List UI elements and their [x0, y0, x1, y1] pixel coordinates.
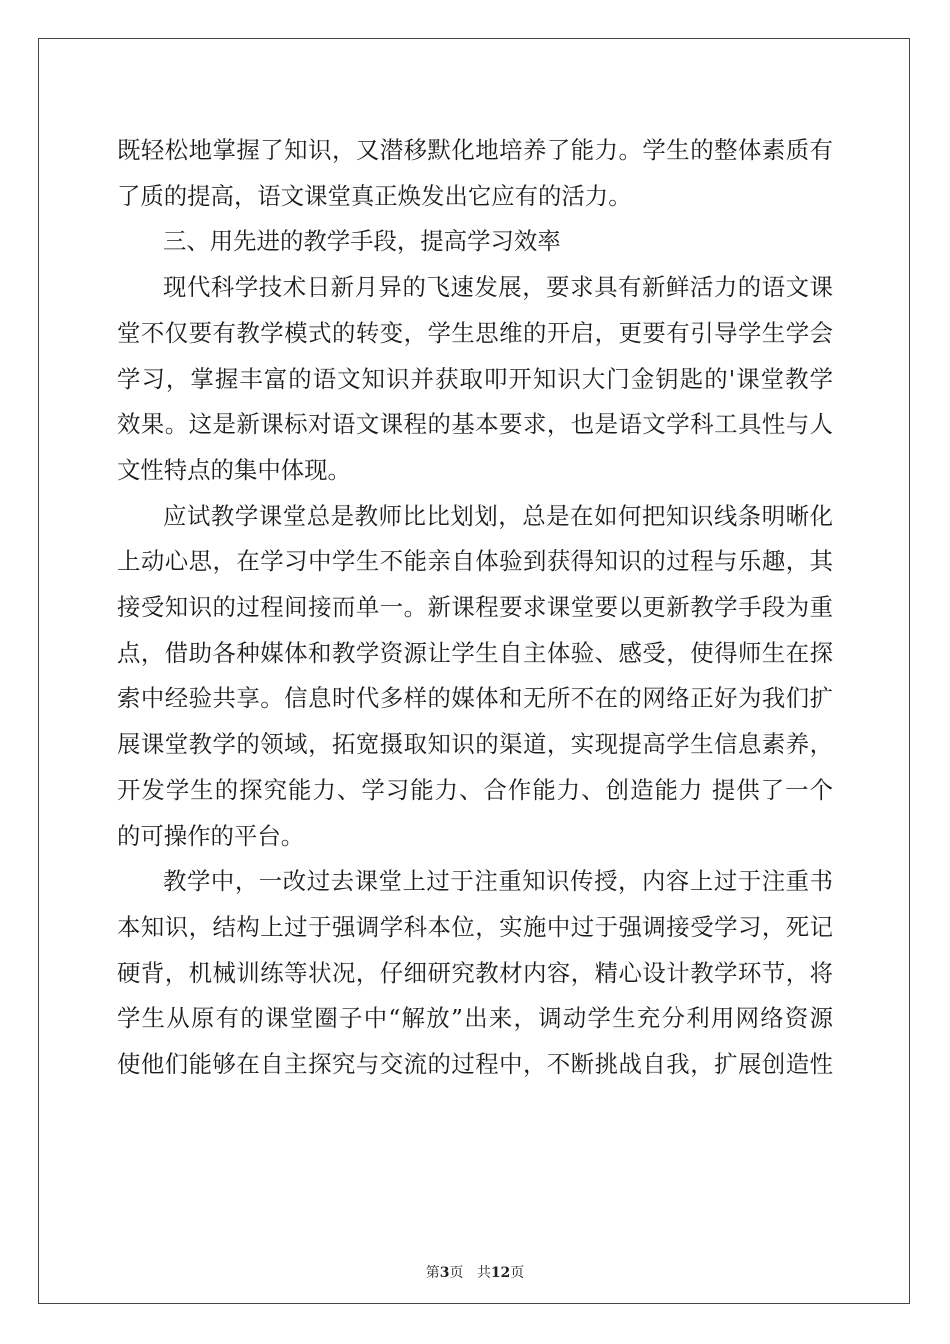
text-line: 效果。这是新课标对语文课程的基本要求，也是语文学科工具性与人	[117, 410, 833, 439]
page-footer	[0, 1262, 950, 1282]
text-line: 的可操作的平台。	[117, 821, 305, 850]
total-page-count: 12	[490, 1265, 511, 1281]
text-line: 使他们能够在自主探究与交流的过程中，不断挑战自我，扩展创造性	[117, 1050, 833, 1079]
text-line: 堂不仅要有教学模式的转变，学生思维的开启，更要有引导学生学会	[117, 318, 833, 347]
text-line: 了质的提高，语文课堂真正焕发出它应有的活力。	[117, 181, 632, 210]
text-line: 硬背，机械训练等状况，仔细研究教材内容，精心设计教学环节，将	[117, 958, 833, 987]
text-line: 点，借助各种媒体和教学资源让学生自主体验、感受，使得师生在探	[117, 638, 833, 667]
text-line: 学生从原有的课堂圈子中“解放”出来，调动学生充分利用网络资源	[117, 1004, 833, 1033]
paragraph-3	[117, 265, 833, 494]
text-line: 学习，掌握丰富的语文知识并获取叩开知识大门金钥匙的'课堂教学	[117, 364, 833, 393]
text-line: 教学中，一改过去课堂上过于注重知识传授，内容上过于注重书	[163, 867, 833, 896]
text-line: 本知识，结构上过于强调学科本位，实施中过于强调接受学习，死记	[117, 912, 833, 941]
text-line: 现代科学技术日新月异的飞速发展，要求具有新鲜活力的语文课	[163, 273, 833, 302]
paragraph-4	[117, 494, 833, 860]
paragraph-1	[117, 128, 833, 219]
text-line: 应试教学课堂总是教师比比划划，总是在如何把知识线条明晰化	[163, 501, 833, 530]
text-line: 展课堂教学的领域，拓宽摄取知识的渠道，实现提高学生信息素养，	[117, 730, 833, 759]
section-heading	[117, 219, 833, 265]
document-body	[117, 128, 833, 1088]
text-line: 既轻松地掌握了知识，又潜移默化地培养了能力。学生的整体素质有	[117, 136, 833, 164]
text-line: 开发学生的探究能力、学习能力、合作能力、创造能力 提供了一个	[117, 775, 833, 804]
footer-page-suffix: 页	[449, 1265, 464, 1281]
text-line: 接受知识的过程间接而单一。新课程要求课堂要以更新教学手段为重	[117, 593, 833, 622]
footer-prefix: 第	[425, 1265, 440, 1281]
text-line: 上动心思，在学习中学生不能亲自体验到获得知识的过程与乐趣，其	[117, 547, 833, 576]
current-page-number: 3	[439, 1265, 450, 1281]
paragraph-5	[117, 859, 833, 1088]
text-line: 三、用先进的教学手段，提高学习效率	[163, 227, 561, 256]
footer-total-prefix: 共	[476, 1265, 491, 1281]
footer-total-suffix: 页	[510, 1265, 525, 1281]
text-line: 文性特点的集中体现。	[117, 455, 351, 484]
text-line: 索中经验共享。信息时代多样的媒体和无所不在的网络正好为我们扩	[117, 684, 833, 713]
